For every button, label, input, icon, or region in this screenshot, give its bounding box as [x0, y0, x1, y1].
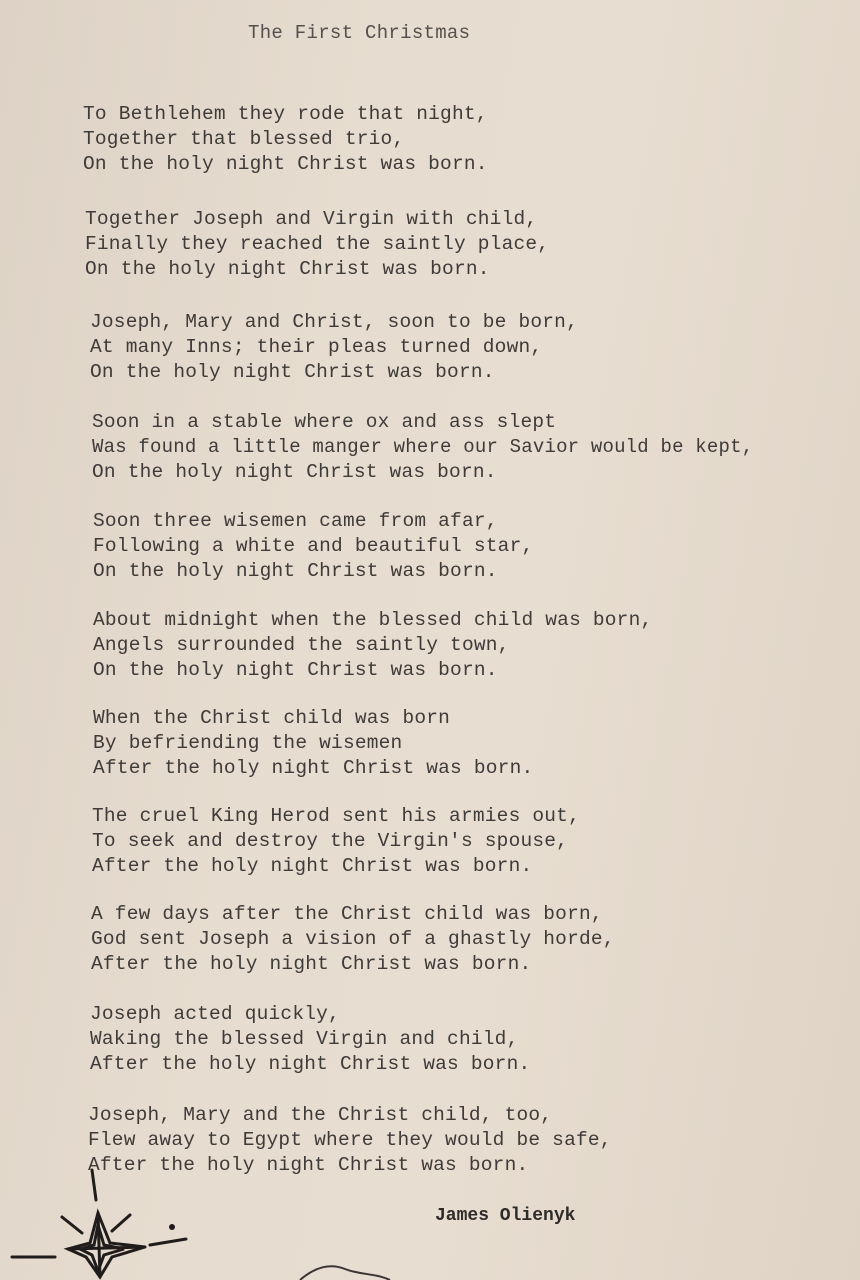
stanza-2 [85, 207, 549, 282]
poem-line: Soon in a stable where ox and ass slept [92, 411, 557, 433]
poem-line: A few days after the Christ child was born, [91, 903, 603, 925]
poem-line: On the holy night Christ was born. [93, 659, 498, 681]
poem-line: On the holy night Christ was born. [85, 258, 490, 280]
poem-line: After the holy night Christ was born. [90, 1053, 531, 1075]
poem-line: On the holy night Christ was born. [93, 560, 498, 582]
poem-line: Was found a little manger where our Savior would be kept, [92, 436, 754, 458]
stanza-6 [93, 608, 652, 683]
stanza-10 [90, 1002, 530, 1077]
poem-line: On the holy night Christ was born. [83, 153, 488, 175]
poem-line: Joseph, Mary and the Christ child, too, [88, 1104, 553, 1126]
poem-title: The First Christmas [248, 22, 471, 44]
poem-line: On the holy night Christ was born. [90, 361, 495, 383]
poem-line: Joseph acted quickly, [90, 1003, 340, 1025]
poem-line: When the Christ child was born [93, 707, 451, 729]
poem-line: God sent Joseph a vision of a ghastly horde, [91, 928, 615, 950]
ink-smudge-icon [290, 1255, 400, 1280]
poem-line: Following a white and beautiful star, [93, 535, 534, 557]
poem-line: About midnight when the blessed child was born, [93, 609, 653, 631]
stanza-8 [92, 804, 580, 879]
poem-line: After the holy night Christ was born. [88, 1154, 529, 1176]
poem-line: To seek and destroy the Virgin's spouse, [92, 830, 569, 852]
poem-line: On the holy night Christ was born. [92, 461, 497, 483]
poem-line: At many Inns; their pleas turned down, [90, 336, 543, 358]
author-signature: James Olienyk [435, 1206, 576, 1226]
poem-line: Angels surrounded the saintly town, [93, 634, 510, 656]
poem-line: After the holy night Christ was born. [91, 953, 532, 975]
stanza-7 [93, 706, 533, 781]
stanza-3 [90, 310, 578, 385]
poem-line: After the holy night Christ was born. [93, 757, 534, 779]
poem-line: The cruel King Herod sent his armies out, [92, 805, 580, 827]
star-sketch-icon [0, 1165, 200, 1280]
poem-line: Waking the blessed Virgin and child, [90, 1028, 519, 1050]
poem-line: By befriending the wisemen [93, 732, 403, 754]
stanza-1 [83, 102, 488, 177]
poem-line: Together that blessed trio, [83, 128, 405, 150]
poem-line: Soon three wisemen came from afar, [93, 510, 498, 532]
poem-line: To Bethlehem they rode that night, [83, 103, 488, 125]
poem-line: After the holy night Christ was born. [92, 855, 533, 877]
poem-line: Together Joseph and Virgin with child, [85, 208, 538, 230]
stanza-9 [91, 902, 615, 977]
stanza-4 [92, 410, 753, 485]
poem-line: Flew away to Egypt where they would be safe, [88, 1129, 612, 1151]
poem-line: Joseph, Mary and Christ, soon to be born, [90, 311, 578, 333]
poem-line: Finally they reached the saintly place, [85, 233, 550, 255]
stanza-5 [93, 509, 533, 584]
